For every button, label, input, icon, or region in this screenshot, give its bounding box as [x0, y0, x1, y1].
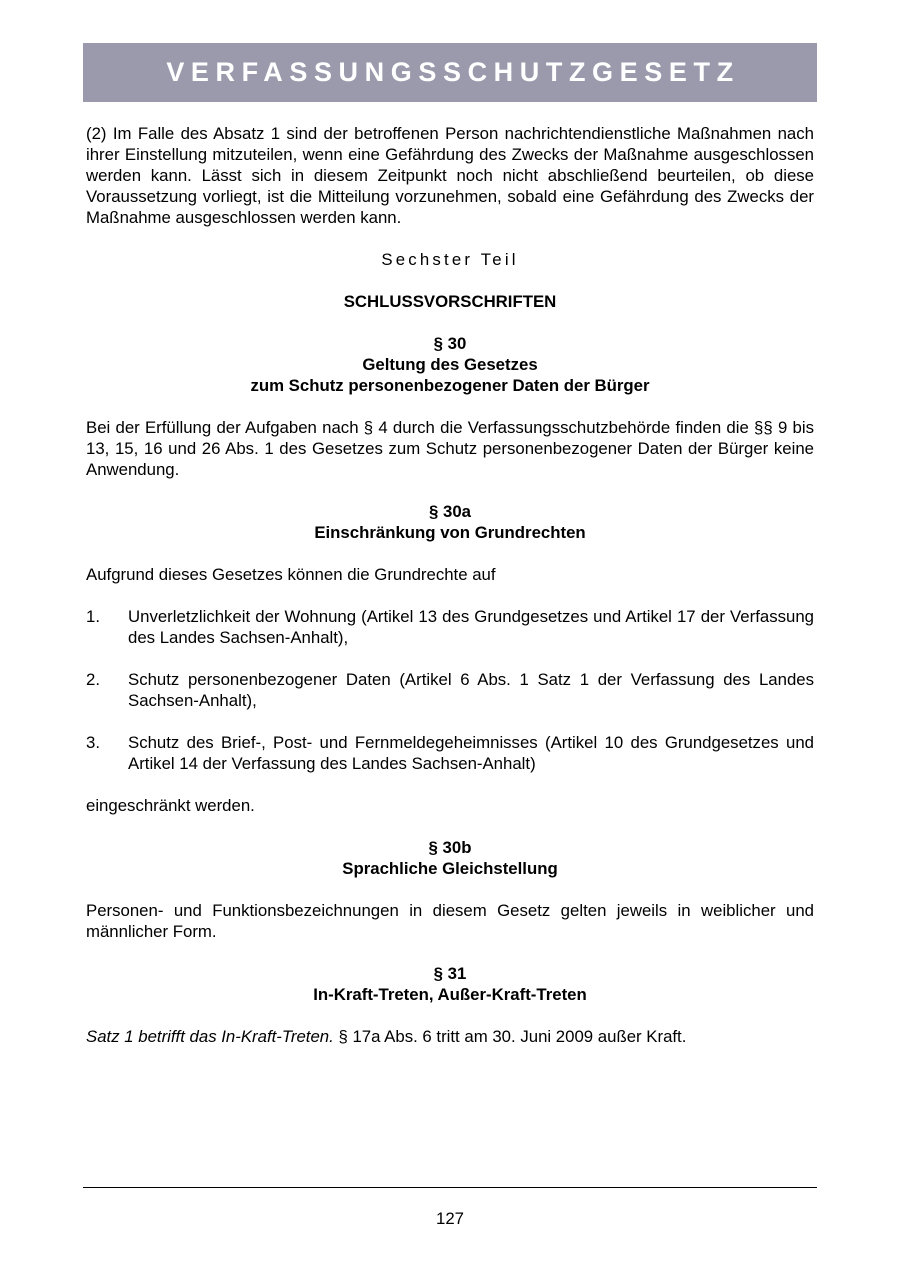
list-item	[86, 732, 814, 774]
section-30a-number: § 30a	[429, 502, 471, 521]
document-title: VERFASSUNGSSCHUTZGESETZ	[166, 57, 740, 87]
section-30b-title: Sprachliche Gleichstellung	[342, 859, 558, 878]
section-30b-number: § 30b	[428, 838, 472, 857]
list-item-number: 1.	[86, 607, 100, 626]
list-item	[86, 606, 814, 648]
list-item-text: Unverletzlichkeit der Wohnung (Artikel 13 des Grundgesetzes und Artikel 17 der Verfassung des Landes Sachsen-Anhalt),	[128, 607, 814, 647]
list-item-number: 2.	[86, 670, 100, 689]
section-30-body: Bei der Erfüllung der Aufgaben nach § 4 durch die Verfassungsschutzbehörde finden die §§ 9 bis 13, 15, 16 und 26 Abs. 1 des Gesetzes zum Schutz personenbezogener Daten der Bürger keine Anwendung.	[86, 418, 814, 479]
section-30-number: § 30	[433, 334, 467, 353]
section-30a-closing: eingeschränkt werden.	[86, 796, 255, 815]
list-item-text: Schutz des Brief-, Post- und Fernmeldegeheimnisses (Artikel 10 des Grundgesetzes und Artikel 14 der Verfassung des Landes Sachsen-Anhalt)	[128, 733, 814, 773]
part-label: Sechster Teil	[381, 250, 519, 269]
section-30-title-line2: zum Schutz personenbezogener Daten der Bürger	[250, 376, 650, 395]
section-31-body-rest: § 17a Abs. 6 tritt am 30. Juni 2009 außer Kraft.	[333, 1027, 687, 1046]
section-31-title: In-Kraft-Treten, Außer-Kraft-Treten	[313, 985, 587, 1004]
intro-paragraph: (2) Im Falle des Absatz 1 sind der betroffenen Person nachrichtendienstliche Maßnahmen nach ihrer Einstellung mitzuteilen, wenn eine Gefährdung des Zwecks der Maßnahme ausgeschlossen werden kann. Lässt sich in diesem Zeitpunkt noch nicht abschließend beurteilen, ob diese Voraussetzung vorliegt, ist die Mitteilung vorzunehmen, sobald eine Gefährdung des Zwecks der Maßnahme ausgeschlossen werden kann.	[86, 124, 814, 227]
footer-divider	[83, 1187, 817, 1188]
page-number: 127	[436, 1209, 464, 1228]
section-31-body-italic: Satz 1 betrifft das In-Kraft-Treten.	[86, 1027, 334, 1046]
part-title: SCHLUSSVORSCHRIFTEN	[343, 292, 557, 311]
section-31-body	[86, 1026, 814, 1047]
list-item	[86, 669, 814, 711]
page-content	[86, 123, 814, 1047]
header-band	[83, 43, 817, 102]
section-30-title-line1: Geltung des Gesetzes	[362, 355, 538, 374]
section-30a-title: Einschränkung von Grundrechten	[314, 523, 586, 542]
section-31-number: § 31	[433, 964, 467, 983]
section-30a-lead: Aufgrund dieses Gesetzes können die Grundrechte auf	[86, 565, 496, 584]
list-item-text: Schutz personenbezogener Daten (Artikel 6 Abs. 1 Satz 1 der Verfassung des Landes Sachsen-Anhalt),	[128, 670, 814, 710]
section-30b-body: Personen- und Funktionsbezeichnungen in diesem Gesetz gelten jeweils in weiblicher und männlicher Form.	[86, 901, 814, 941]
list-item-number: 3.	[86, 733, 100, 752]
